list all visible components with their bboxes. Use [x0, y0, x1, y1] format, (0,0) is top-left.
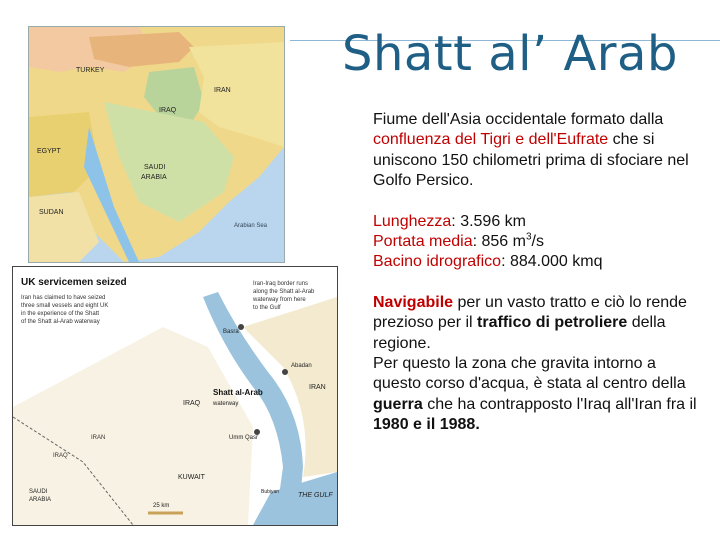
label-waterway: waterway [213, 401, 239, 407]
flow-exponent: 3 [525, 231, 532, 243]
label-arabia: ARABIA [141, 174, 167, 181]
flow-unit: /s [531, 233, 544, 251]
label-shatt: Shatt al-Arab [213, 388, 263, 397]
label-saudi-detail: SAUDI [29, 489, 48, 495]
intro-text-1: Fiume dell'Asia occidentale formato dalla [373, 111, 664, 128]
label-umm-qasr: Umm Qasr [229, 435, 258, 441]
nav-text-1: per un vasto tratto e ciò lo rende prezioso per il [373, 293, 687, 332]
label-abadan: Abadan [291, 363, 312, 369]
label-iran-detail: IRAN [309, 384, 326, 391]
map-intro-line-1: Iran has claimed to have seized [21, 295, 106, 301]
map-note-line-1: Iran-Iraq border runs [253, 281, 309, 287]
label-small-iraq: IRAQ [53, 453, 68, 459]
length-label: Lunghezza [373, 212, 452, 230]
label-sudan: SUDAN [39, 209, 64, 216]
label-bubiyan: Bubiyan [261, 489, 280, 495]
label-saudi: SAUDI [144, 164, 166, 171]
map-intro-line-4: of the Shatt al-Arab waterway [21, 319, 100, 325]
middle-east-map [28, 26, 285, 263]
navigabile-highlight: Navigabile [373, 293, 454, 311]
label-egypt: EGYPT [37, 148, 61, 155]
map-intro-line-3: in the experience of the Shatt [21, 311, 100, 317]
label-arabian-sea: Arabian Sea [234, 223, 268, 229]
slide-title: Shatt al’ Arab [342, 26, 678, 82]
map-note-line-3: waterway from here [253, 297, 306, 303]
length-value: : 3.596 km [451, 212, 526, 230]
war-text-1: Per questo la zona che gravita intorno a questo corso d'acqua, è stata al centro della [373, 355, 686, 393]
stat-basin [373, 252, 708, 272]
flow-value: : 856 m [472, 233, 526, 251]
basin-label: Bacino idrografico [373, 253, 502, 271]
intro-text-2: che si uniscono 150 chilometri prima di sfociare nel Golfo Persico. [373, 131, 689, 190]
paragraph-war [373, 354, 708, 436]
label-iran: IRAN [214, 87, 231, 94]
label-the-gulf: THE GULF [298, 492, 333, 499]
map-header: UK servicemen seized [21, 277, 127, 288]
flow-label: Portata media [373, 233, 473, 251]
nav-text-2: della regione. [373, 314, 666, 352]
label-turkey: TURKEY [76, 67, 105, 74]
label-scale: 25 km [153, 503, 170, 509]
war-text-2: che ha contrapposto l'Iraq all'Iran fra il [422, 395, 697, 413]
shatt-al-arab-map [12, 266, 338, 526]
slide-body [373, 110, 708, 436]
label-arabia-detail: ARABIA [29, 497, 52, 503]
label-iraq-detail: IRAQ [183, 400, 201, 407]
traffico-highlight: traffico di petroliere [477, 314, 628, 332]
map-note-line-2: along the Shatt al-Arab [253, 289, 315, 295]
label-kuwait: KUWAIT [178, 474, 205, 481]
years-highlight: 1980 e il 1988. [373, 416, 480, 434]
paragraph-intro [373, 110, 708, 192]
map-intro-line-2: three small vessels and eight UK [21, 303, 109, 309]
stat-flow [373, 232, 708, 252]
label-basra: Basra [223, 329, 239, 335]
basin-value: : 884.000 kmq [501, 253, 603, 271]
label-small-iran: IRAN [91, 435, 106, 441]
confluence-highlight: confluenza del Tigri e dell'Eufrate [373, 131, 609, 149]
label-iraq: IRAQ [159, 107, 177, 114]
map-note-line-4: to the Gulf [253, 305, 281, 311]
paragraph-navigation [373, 293, 708, 354]
stat-length [373, 212, 708, 232]
guerra-highlight: guerra [373, 395, 423, 413]
